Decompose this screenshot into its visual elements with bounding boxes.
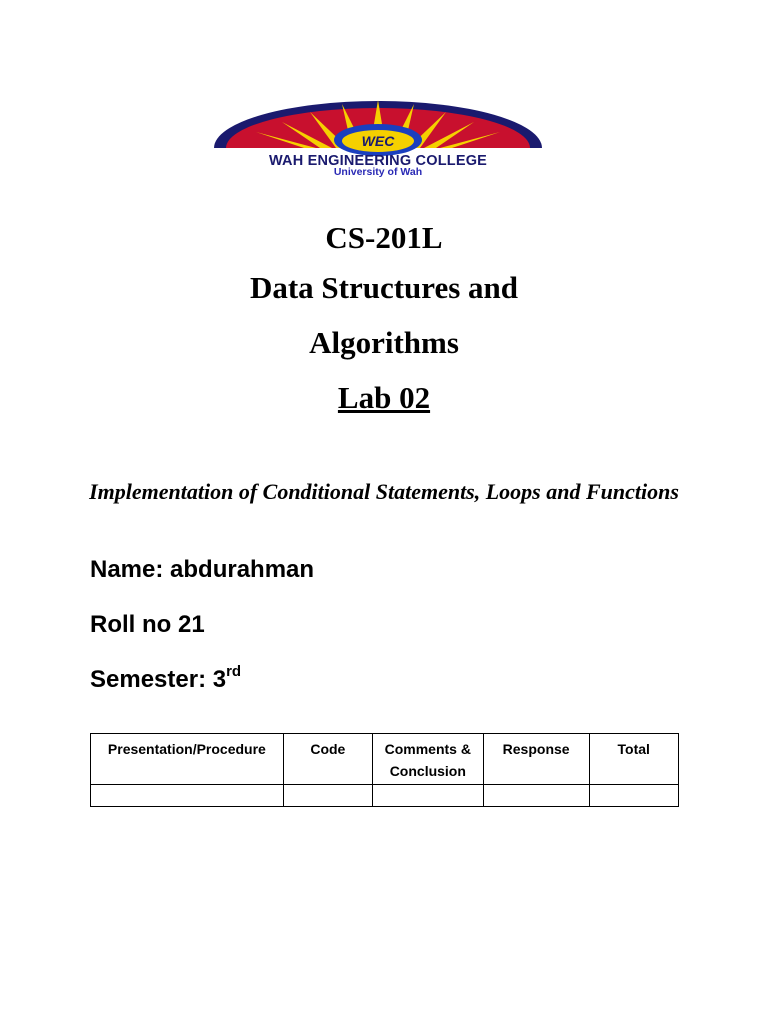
student-name: Name: abdurahman	[90, 556, 315, 583]
score-response	[483, 785, 589, 807]
grading-table-score-row	[91, 785, 679, 807]
university-name: University of Wah	[333, 166, 423, 178]
header-total: Total	[589, 734, 678, 785]
score-code	[283, 785, 372, 807]
semester-label: Semester: 3	[90, 666, 227, 693]
college-name: WAH ENGINEERING COLLEGE	[268, 153, 488, 169]
header-comments: Comments & Conclusion	[372, 734, 483, 785]
grading-table	[90, 733, 679, 807]
score-total	[589, 785, 678, 807]
score-presentation	[91, 785, 284, 807]
course-name-line1: Data Structures and	[249, 270, 519, 305]
lab-subtitle: Implementation of Conditional Statements, Loops and Functions	[89, 479, 679, 504]
course-name-line2: Algorithms	[309, 325, 459, 360]
logo-emblem	[212, 98, 544, 156]
logo-emblem-text: WEC	[361, 133, 395, 149]
header-presentation: Presentation/Procedure	[91, 734, 284, 785]
college-logo	[212, 98, 544, 180]
course-code: CS-201L	[325, 220, 443, 255]
roll-number: Roll no 21	[90, 611, 205, 638]
score-comments	[372, 785, 483, 807]
header-code: Code	[283, 734, 372, 785]
semester	[90, 665, 241, 695]
header-response: Response	[483, 734, 589, 785]
semester-suffix: rd	[226, 663, 242, 680]
lab-number: Lab 02	[337, 380, 431, 415]
grading-table-header-row	[91, 734, 679, 785]
